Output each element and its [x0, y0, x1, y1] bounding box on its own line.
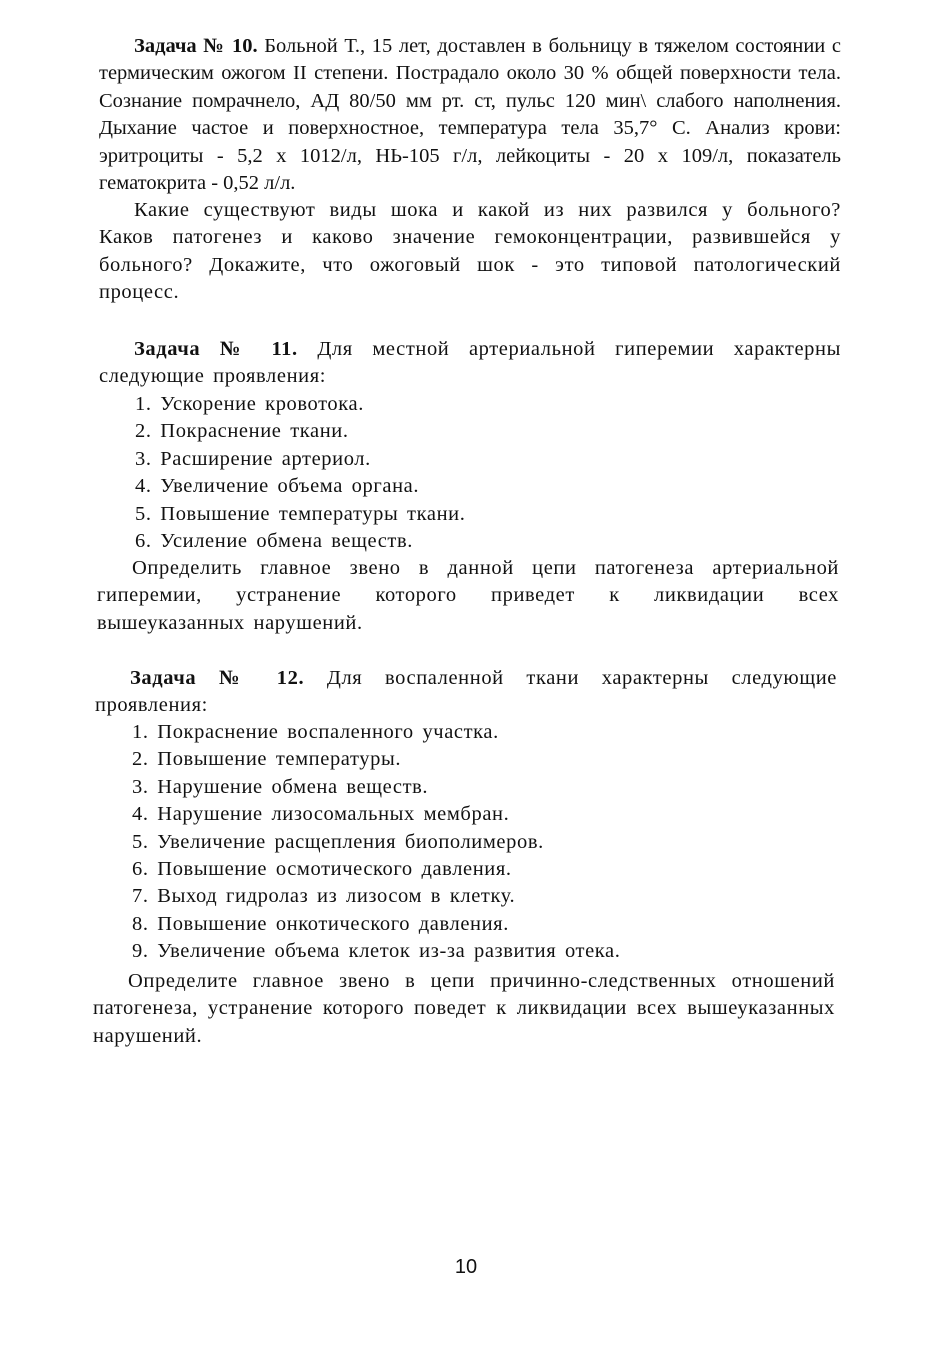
task12-list: [132, 719, 620, 966]
task11-label: Задача № 11.: [134, 338, 298, 360]
list-item: 1. Покраснение воспаленного участка.: [132, 721, 499, 743]
task10-paragraph: [99, 33, 841, 197]
list-item: 3. Нарушение обмена веществ.: [132, 775, 429, 798]
list-item: 4. Нарушение лизосомальных мембран.: [132, 803, 510, 826]
task11-list: [135, 391, 465, 555]
list-item: 7. Выход гидролаз из лизосом в клетку.: [132, 885, 516, 908]
list-item: 6. Повышение осмотического давления.: [132, 858, 512, 881]
list-item: 8. Повышение онкотического давления.: [132, 912, 509, 935]
task10-text: Больной Т., 15 лет, доставлен в больницу в тяжелом состоянии с термическим ожогом II степени. Пострадало около 30 % общей поверхности тела. Сознание помрачнело, АД 80/50 мм рт. ст, пульс 120 мин\ слабого наполнения. Дыхание частое и поверхностное, температура тела 35,7° С. Анализ крови: эритроциты - 5,2 x 1012/л, НЬ-105 г/л, лейкоциты - 20 x 109/л, показатель гематокрита - 0,52 л/л.: [99, 35, 841, 195]
task12-label: Задача № 12.: [130, 667, 305, 689]
list-item: 2. Покраснение ткани.: [135, 420, 349, 443]
task11-text: Для местной артериальной гиперемии характерны следующие проявления:: [99, 338, 841, 388]
list-item: 2. Повышение температуры.: [132, 748, 402, 771]
list-item: 5. Увеличение расщепления биополимеров.: [132, 830, 544, 853]
task10-label: Задача № 10.: [134, 35, 258, 57]
page-number: 10: [454, 1256, 478, 1278]
list-item: 1. Ускорение кровотока.: [135, 393, 364, 415]
task12-text: Для воспаленной ткани характерны следующие проявления:: [95, 667, 837, 717]
list-item: 9. Увеличение объема клеток из-за развития отека.: [132, 940, 621, 963]
list-item: 6. Усиление обмена веществ.: [135, 530, 413, 553]
task10-question: Какие существуют виды шока и какой из них развился у больного? Каков патогенез и каково значение гемоконцентрации, развившейся у больного? Докажите, что ожоговый шок - это типовой патологический процесс.: [99, 199, 841, 304]
list-item: 3. Расширение артериол.: [135, 447, 371, 470]
task12-paragraph: [95, 665, 837, 720]
list-item: 5. Повышение температуры ткани.: [135, 502, 466, 525]
task12-question: Определите главное звено в цепи причинно-следственных отношений патогенеза, устранение которого поведет к ликвидации всех вышеуказанных нарушений.: [93, 970, 835, 1047]
task11-paragraph: [99, 336, 841, 391]
list-item: 4. Увеличение объема органа.: [135, 475, 420, 498]
task11-question: Определить главное звено в данной цепи патогенеза артериальной гиперемии, устранение которого приведет к ликвидации всех вышеуказанных нарушений.: [97, 557, 839, 634]
